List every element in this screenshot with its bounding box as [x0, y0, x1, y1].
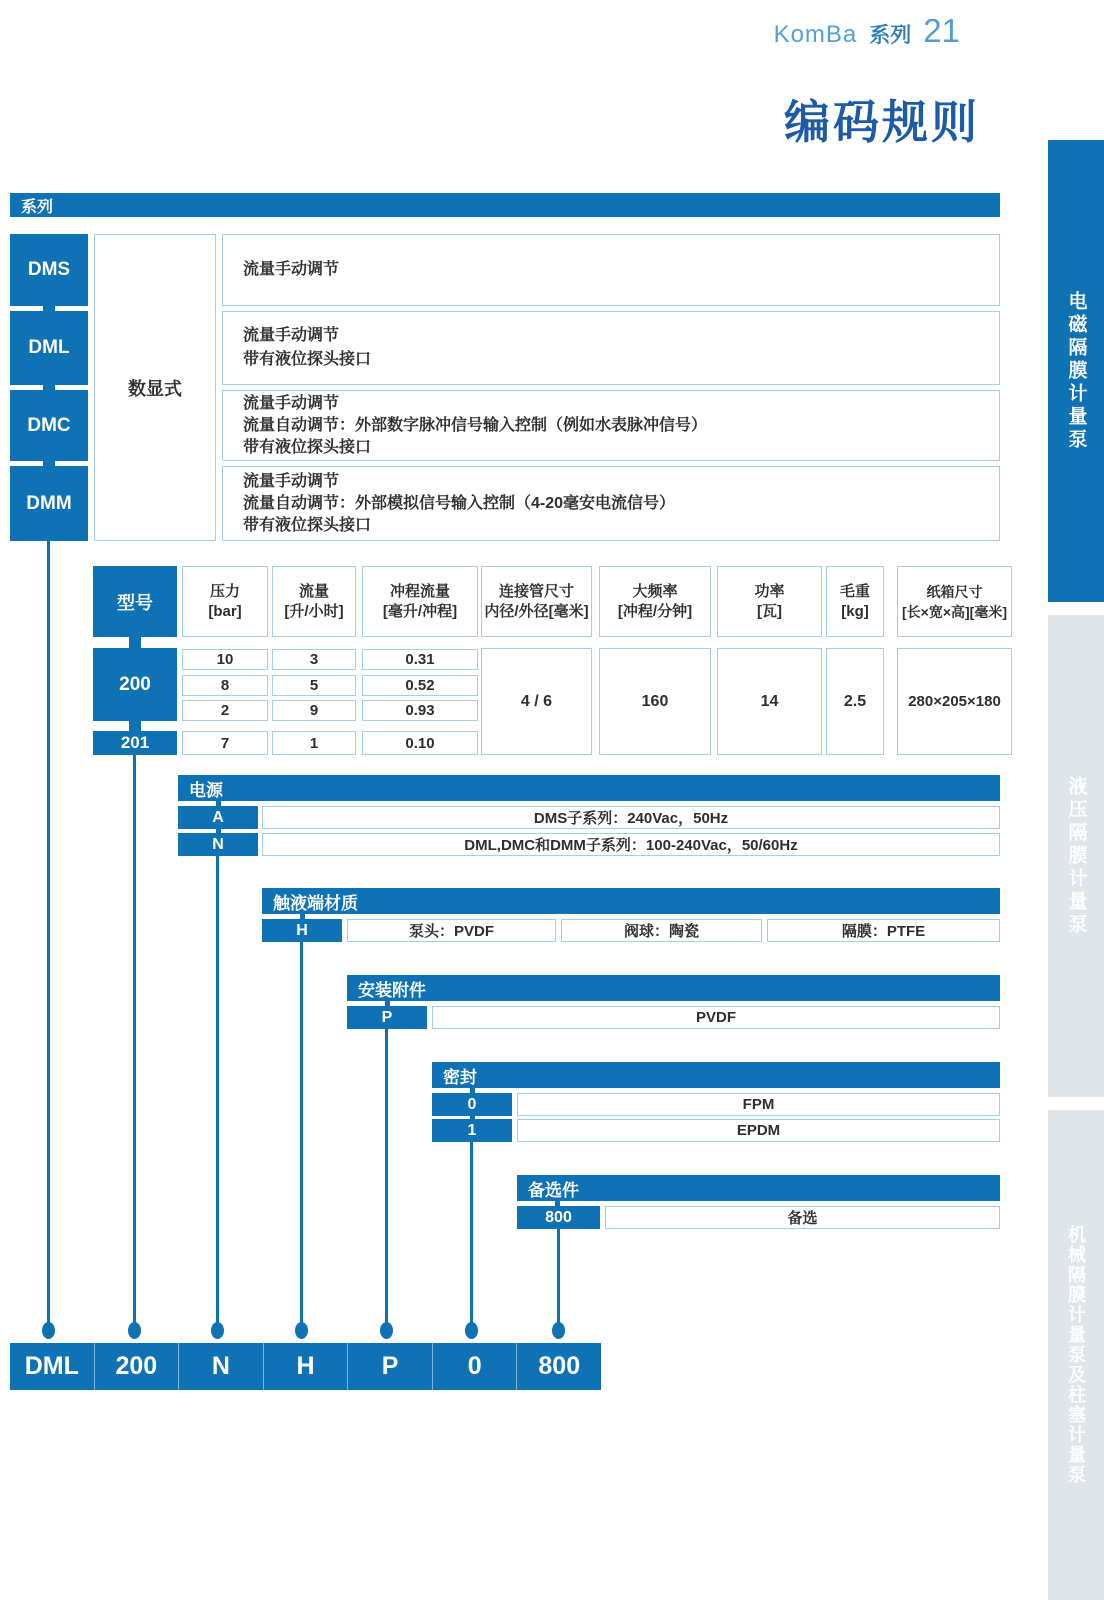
col-header-pipe-size [481, 566, 592, 637]
connector-line-series [47, 541, 50, 1323]
options-desc: 备选 [605, 1206, 1000, 1229]
col-header-line: 连接管尺寸 [498, 582, 574, 600]
seal-section-header: 密封 [432, 1062, 1000, 1088]
series-code-dms: DMS [10, 234, 88, 306]
connector-line-power [216, 856, 219, 1323]
col-header-max-frequency [599, 566, 711, 637]
table-cell: 0.10 [362, 731, 478, 755]
connector-dot [42, 1322, 55, 1339]
desc-line: 流量自动调节：外部模拟信号输入控制（4-20毫安电流信号） [243, 494, 676, 512]
page-title: 编码规则 [784, 96, 980, 148]
connector-dot [552, 1322, 565, 1339]
col-header-line: 毛重 [839, 582, 870, 600]
code-segment: H [263, 1343, 348, 1390]
desc-line: 流量手动调节 [243, 394, 340, 412]
connector-dot [211, 1322, 224, 1339]
brand-suffix: 系列 [869, 24, 912, 47]
series-desc-dml [222, 311, 1000, 385]
seal-code-1: 1 [432, 1119, 512, 1142]
connector-dot [465, 1322, 478, 1339]
connector-line-material [300, 942, 303, 1323]
table-cell: 5 [272, 675, 356, 696]
code-segment: DML [24, 1352, 79, 1380]
col-header-line: [kg] [841, 602, 869, 620]
desc-line: 流量手动调节 [243, 472, 340, 490]
merged-cell-max-frequency: 160 [599, 648, 711, 755]
material-cell-diaphragm: 隔膜：PTFE [767, 919, 1000, 942]
seal-desc-0: FPM [517, 1093, 1000, 1116]
material-cell-valve-ball: 阀球：陶瓷 [561, 919, 762, 942]
model-header-cell: 型号 [93, 566, 177, 637]
seal-desc-1: EPDM [517, 1119, 1000, 1142]
desc-line: 带有液位探头接口 [243, 516, 372, 534]
sidebar-tab-solenoid-diaphragm-pump[interactable]: 电磁隔膜计量泵 [1048, 140, 1104, 602]
table-cell: 1 [272, 731, 356, 755]
col-header-line: 流量 [298, 582, 329, 600]
series-code-dmc: DMC [10, 390, 88, 461]
material-code-h: H [262, 919, 342, 942]
desc-line: 带有液位探头接口 [243, 438, 372, 456]
col-header-line: 内径/外径[毫米] [484, 602, 589, 620]
table-cell: 10 [182, 649, 268, 670]
code-segment: 200 [94, 1343, 179, 1390]
options-section-header: 备选件 [517, 1175, 1000, 1201]
connector-notch [129, 721, 141, 731]
desc-line: 流量自动调节：外部数字脉冲信号输入控制（例如水表脉冲信号） [243, 416, 708, 434]
series-code-dmm: DMM [10, 466, 88, 541]
table-cell: 0.31 [362, 649, 478, 670]
col-header-line: 大频率 [632, 582, 678, 600]
mounting-code-p: P [347, 1006, 427, 1029]
col-header-line: 冲程流量 [389, 582, 450, 600]
connector-line-mounting [385, 1029, 388, 1323]
col-header-line: [冲程/分钟] [617, 602, 693, 620]
col-header-power [717, 566, 822, 637]
power-desc-n: DML,DMC和DMM子系列：100-240Vac，50/60Hz [262, 833, 1000, 856]
model-cell-201: 201 [93, 731, 177, 755]
seal-code-0: 0 [432, 1093, 512, 1116]
sidebar-tab-mechanical-diaphragm-plunger-pump[interactable]: 机械隔膜计量泵及柱塞计量泵 [1048, 1110, 1104, 1600]
col-header-line: [毫升/冲程] [382, 602, 458, 620]
series-code-dml: DML [10, 311, 88, 385]
col-header-carton [897, 566, 1012, 637]
code-segment: P [347, 1343, 432, 1390]
col-header-line: [升/小时] [284, 602, 344, 620]
col-header-weight [826, 566, 884, 637]
display-type-box: 数显式 [94, 234, 216, 541]
model-cell-200: 200 [93, 648, 177, 721]
table-cell: 9 [272, 700, 356, 721]
desc-line: 带有液位探头接口 [243, 351, 372, 368]
power-desc-a: DMS子系列：240Vac，50Hz [262, 806, 1000, 829]
desc-line: 流量手动调节 [243, 261, 340, 278]
code-segment: N [178, 1343, 263, 1390]
series-desc-dms [222, 234, 1000, 306]
desc-line: 流量手动调节 [243, 327, 340, 344]
col-header-pressure [182, 566, 268, 637]
connector-dot [128, 1322, 141, 1339]
series-section-header: 系列 [10, 193, 1000, 217]
col-header-flow [272, 566, 356, 637]
full-code-bar [10, 1343, 601, 1390]
connector-dot [380, 1322, 393, 1339]
merged-cell-pipe-size: 4 / 6 [481, 648, 592, 755]
merged-cell-power: 14 [717, 648, 822, 755]
table-cell: 3 [272, 649, 356, 670]
mounting-section-header: 安装附件 [347, 975, 1000, 1001]
table-cell: 7 [182, 731, 268, 755]
col-header-line: [bar] [208, 602, 242, 620]
connector-line-model [133, 755, 136, 1323]
table-cell: 2 [182, 700, 268, 721]
col-header-line: 纸箱尺寸 [926, 583, 983, 600]
material-cell-pump-head: 泵头：PVDF [347, 919, 556, 942]
connector-dot [295, 1322, 308, 1339]
series-desc-dmc [222, 390, 1000, 461]
code-segment: 800 [516, 1343, 601, 1390]
col-header-line: 压力 [209, 582, 240, 600]
col-header-line: [瓦] [757, 602, 782, 620]
table-cell: 0.52 [362, 675, 478, 696]
mounting-desc: PVDF [432, 1006, 1000, 1029]
col-header-stroke-volume [362, 566, 478, 637]
page-header [640, 12, 960, 50]
merged-cell-carton: 280×205×180 [897, 648, 1012, 755]
material-section-header: 触液端材质 [262, 888, 1000, 914]
brand-name: KomBa [773, 21, 858, 48]
merged-cell-weight: 2.5 [826, 648, 884, 755]
table-cell: 8 [182, 675, 268, 696]
col-header-line: [长×宽×高][毫米] [902, 603, 1007, 620]
series-desc-dmm [222, 466, 1000, 541]
sidebar-tab-hydraulic-diaphragm-pump[interactable]: 液压隔膜计量泵 [1048, 615, 1104, 1097]
connector-notch [129, 637, 141, 648]
page-number: 21 [923, 12, 960, 49]
options-code-800: 800 [517, 1206, 600, 1229]
connector-line-options [557, 1229, 560, 1323]
connector-line-seal [470, 1142, 473, 1323]
code-segment: 0 [432, 1343, 517, 1390]
power-code-n: N [178, 833, 258, 856]
col-header-line: 功率 [754, 582, 785, 600]
table-cell: 0.93 [362, 700, 478, 721]
power-section-header: 电源 [178, 775, 1000, 801]
power-code-a: A [178, 806, 258, 829]
